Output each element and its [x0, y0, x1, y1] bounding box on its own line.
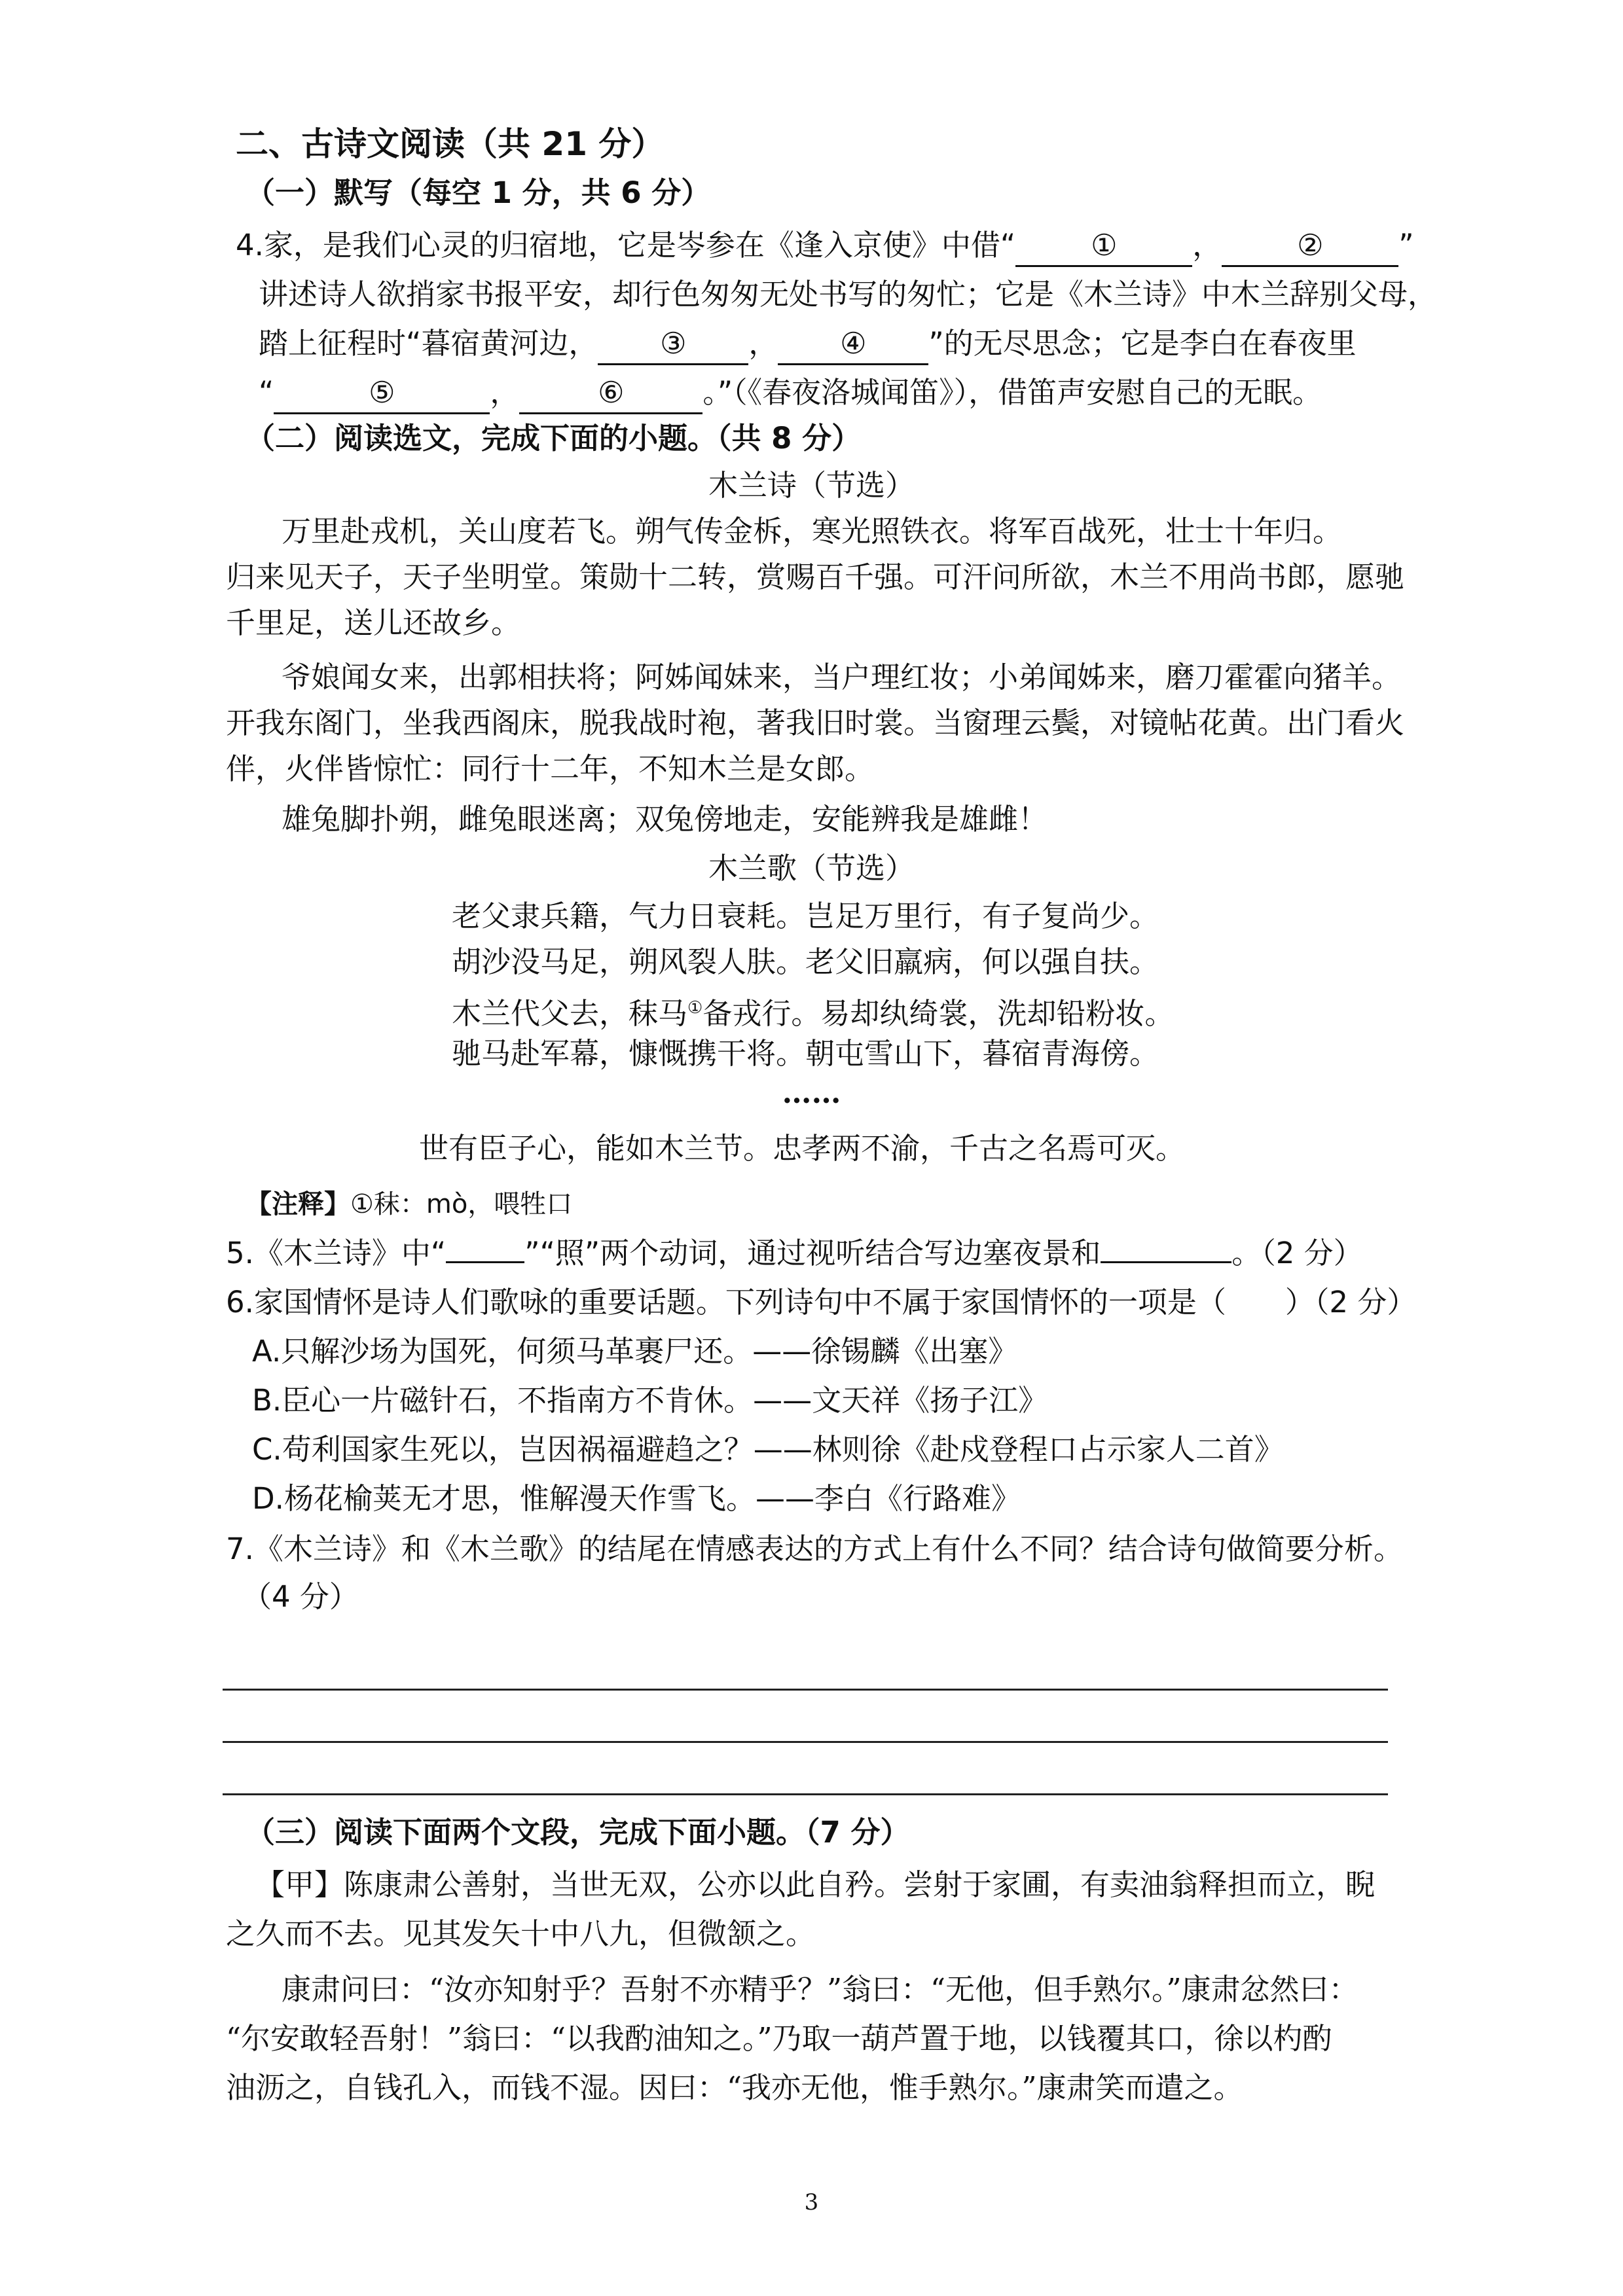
- q5-blank-1[interactable]: [446, 1261, 524, 1263]
- mulange-l1: 老父隶兵籍，气力日衰耗。岂足万里行，有子复尚少。: [452, 899, 1159, 933]
- mulange-l4: 驰马赴军幕，慷慨携干将。朝屯雪山下，暮宿青海傍。: [452, 1036, 1159, 1071]
- poem-title-mulanshi: 木兰诗（节选）: [708, 468, 915, 503]
- blank-6[interactable]: ⑥: [519, 373, 702, 414]
- blank-1[interactable]: ①: [1015, 226, 1192, 267]
- blank-2[interactable]: ②: [1222, 226, 1398, 267]
- mulanshi-p2-l2: 开我东阁门，坐我西阁床，脱我战时袍，著我旧时裳。当窗理云鬓，对镜帖花黄。出门看火: [226, 706, 1405, 740]
- section-title: 二、古诗文阅读（共 21 分）: [236, 125, 665, 163]
- q7-score: （4 分）: [242, 1579, 359, 1614]
- q4-line-1: [236, 226, 1414, 267]
- q6-option-b[interactable]: B.臣心一片磁针石，不指南方不肯休。——文天祥《扬子江》: [252, 1383, 1048, 1418]
- poem-title-mulange: 木兰歌（节选）: [708, 851, 915, 886]
- jia-l4: “尔安敢轻吾射！”翁曰：“以我酌油知之。”乃取一葫芦置于地，以钱覆其口，徐以杓酌: [226, 2021, 1332, 2056]
- part2-title: （二）阅读选文，完成下面的小题。（共 8 分）: [246, 421, 862, 456]
- annotation-text: ①秣：mò，喂牲口: [350, 1189, 573, 1219]
- blank-4[interactable]: ④: [778, 324, 928, 365]
- q4-comma: ，: [1192, 228, 1222, 262]
- poem-ellipsis: ……: [782, 1075, 841, 1110]
- blank-3[interactable]: ③: [598, 324, 748, 365]
- annotation-label: 【注释】: [246, 1189, 350, 1219]
- mulange-l3-text: 备戎行。易却纨绮裳，洗却铅粉妆。: [702, 996, 1175, 1031]
- q4-line-4: [259, 373, 1322, 414]
- q4-text: 踏上征程时“暮宿黄河边，: [259, 326, 598, 361]
- q4-line-3: [259, 324, 1357, 365]
- footnote-marker: ①: [687, 998, 703, 1018]
- q4-comma: ，: [490, 375, 520, 410]
- mulanshi-p3-l1: 雄兔脚扑朔，雌兔眼迷离；双兔傍地走，安能辨我是雄雌！: [282, 802, 1048, 836]
- q6-stem: 6.家国情怀是诗人们歌咏的重要话题。下列诗句中不属于家国情怀的一项是（ ）（2 分）: [226, 1285, 1417, 1319]
- q4-comma: ，: [748, 326, 778, 361]
- jia-l5: 油沥之，自钱孔入，而钱不湿。因曰：“我亦无他，惟手熟尔。”康肃笑而遣之。: [226, 2070, 1243, 2105]
- q4-text: ”的无尽思念；它是李白在春夜里: [928, 326, 1357, 361]
- q4-text: 。”（《春夜洛城闻笛》），借笛声安慰自己的无眠。: [702, 375, 1322, 410]
- mulanshi-p2-l3: 伴，火伴皆惊忙：同行十二年，不知木兰是女郎。: [226, 751, 875, 786]
- q4-line-2: 讲述诗人欲捎家书报平安，却行色匆匆无处书写的匆忙；它是《木兰诗》中木兰辞别父母，: [259, 277, 1438, 312]
- q5-text: ”“照”两个动词，通过视听结合写边塞夜景和: [524, 1236, 1101, 1270]
- q5-text: 5.《木兰诗》中“: [226, 1236, 447, 1270]
- answer-line-3[interactable]: [223, 1793, 1388, 1795]
- mulange-l3-text: 木兰代父去，秣马: [452, 996, 688, 1031]
- q5-blank-2[interactable]: [1101, 1261, 1231, 1263]
- q6-option-c[interactable]: C.苟利国家生死以，岂因祸福避趋之？——林则徐《赴戍登程口占示家人二首》: [252, 1432, 1284, 1467]
- mulange-l5: 世有臣子心，能如木兰节。忠孝两不渝，千古之名焉可灭。: [419, 1131, 1186, 1166]
- q4-quote-start: “: [259, 375, 274, 410]
- page-number: 3: [804, 2189, 819, 2215]
- answer-line-1[interactable]: [223, 1689, 1388, 1691]
- mulanshi-p2-l1: 爷娘闻女来，出郭相扶将；阿姊闻妹来，当户理红妆；小弟闻姊来，磨刀霍霍向猪羊。: [282, 660, 1402, 694]
- jia-l1: 【甲】陈康肃公善射，当世无双，公亦以此自矜。尝射于家圃，有卖油翁释担而立，睨: [255, 1867, 1376, 1902]
- mulanshi-p1-l2: 归来见天子，天子坐明堂。策勋十二转，赏赐百千强。可汗问所欲，木兰不用尚书郎，愿驰: [226, 560, 1405, 594]
- mulange-l2: 胡沙没马足，朔风裂人肤。老父旧羸病，何以强自扶。: [452, 944, 1159, 979]
- q5: [226, 1234, 1363, 1273]
- q6-option-d[interactable]: D.杨花榆荚无才思，惟解漫天作雪飞。——李白《行路难》: [252, 1481, 1021, 1516]
- jia-l2: 之久而不去。见其发矢十中八九，但微颔之。: [226, 1916, 816, 1951]
- q6-option-a[interactable]: A.只解沙场为国死，何须马革裹尸还。——徐锡麟《出塞》: [252, 1334, 1018, 1369]
- jia-l3: 康肃问曰：“汝亦知射乎？吾射不亦精乎？”翁曰：“无他，但手熟尔。”康肃忿然曰：: [282, 1972, 1359, 2007]
- mulange-l3: [452, 988, 1174, 1033]
- mulanshi-p1-l1: 万里赴戎机，关山度若飞。朔气传金柝，寒光照铁衣。将军百战死，壮士十年归。: [282, 514, 1343, 548]
- mulanshi-p1-l3: 千里足，送儿还故乡。: [226, 605, 521, 640]
- blank-5[interactable]: ⑤: [274, 373, 490, 414]
- part3-title: （三）阅读下面两个文段，完成下面小题。（7 分）: [246, 1815, 910, 1850]
- q4-text: 4.家，是我们心灵的归宿地，它是岑参在《逢入京使》中借“: [236, 228, 1016, 262]
- answer-line-2[interactable]: [223, 1741, 1388, 1743]
- q4-quote-end: ”: [1398, 228, 1414, 262]
- q7-stem: 7.《木兰诗》和《木兰歌》的结尾在情感表达的方式上有什么不同？结合诗句做简要分析。: [226, 1532, 1403, 1566]
- q5-score: 。（2 分）: [1231, 1236, 1363, 1270]
- part1-title: （一）默写（每空 1 分，共 6 分）: [246, 175, 711, 210]
- annotation: [246, 1185, 572, 1224]
